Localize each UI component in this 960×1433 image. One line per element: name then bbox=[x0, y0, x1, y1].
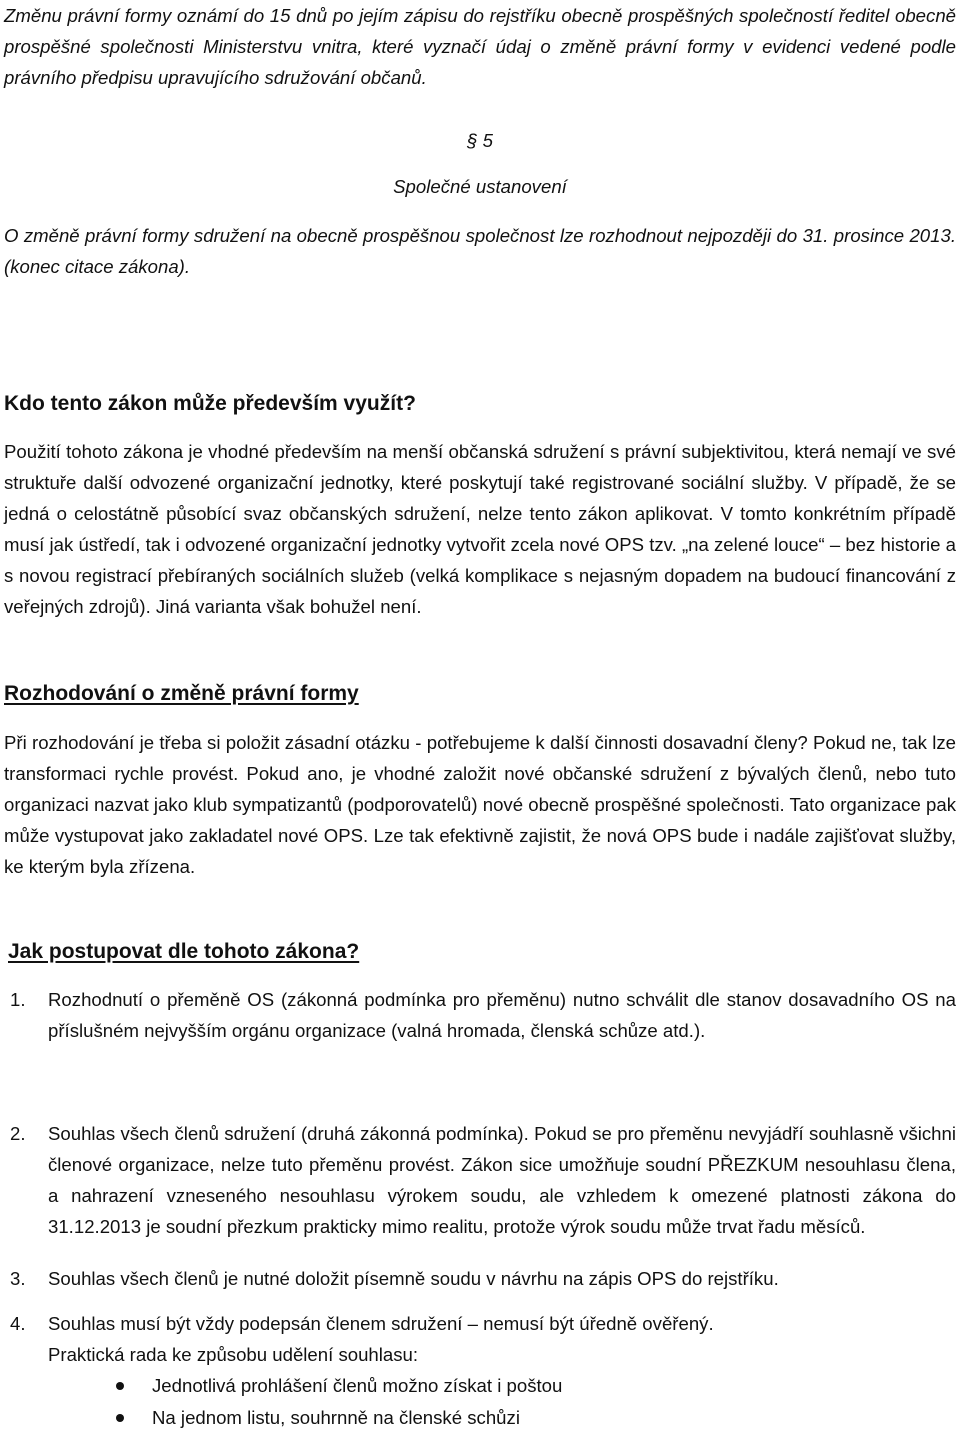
section-title: Společné ustanovení bbox=[393, 176, 567, 197]
list-number: 1. bbox=[10, 989, 26, 1010]
decision-paragraph: Při rozhodování je třeba si položit zásadní otázku - potřebujeme k další činnosti dosavadní členy? Pokud ne, tak lze transformaci rychle provést. Pokud ano, je vhodné založit nové občanské sdružení z bývalých členů, nebo tuto organizaci nazvat jako klub sympatizantů (podporovatelů) nové obecně prospěšné společnosti. Tato organizace pak může vystupovat jako zakladatel nové OPS. Lze tak efektivně zajistit, že nová OPS bude i nadále zajišťovat služby, ke kterým byla zřízena. bbox=[4, 732, 956, 877]
list-number: 4. bbox=[10, 1313, 26, 1334]
list-item bbox=[0, 1263, 960, 1295]
practical-advice-text: Praktická rada ke způsobu udělení souhlasu: bbox=[48, 1344, 419, 1365]
list-item bbox=[0, 1308, 960, 1372]
list-text: Rozhodnutí o přeměně OS (zákonná podmínka pro přeměnu) nutno schválit dle stanov dosavadního OS na příslušném nejvyšším orgánu organizace (valná hromada, členská schůze atd.). bbox=[48, 989, 956, 1041]
list-text: Souhlas všech členů sdružení (druhá zákonná podmínka). Pokud se pro přeměnu nevyjádří souhlasně všichni členové organizace, nelze tuto přeměnu provést. Zákon sice umožňuje soudní PŘEZKUM nesouhlasu člena, a nahrazení vzneseného nesouhlasu výrokem soudu, ale vzhledem k omezené platnosti zákona do 31.12.2013 je soudní přezkum prakticky mimo realitu, protože výrok soudu může trvat řadu měsíců. bbox=[48, 1123, 956, 1237]
list-item bbox=[0, 984, 960, 1080]
law-closing-paragraph: O změně právní formy sdružení na obecně prospěšnou společnost lze rozhodnout nejpozději do 31. prosince 2013. (konec citace zákona). bbox=[4, 225, 956, 277]
heading-decision: Rozhodování o změně právní formy bbox=[4, 682, 359, 705]
bullet-item bbox=[0, 1402, 960, 1433]
list-item bbox=[0, 1118, 960, 1278]
list-number: 3. bbox=[10, 1268, 26, 1289]
heading-who-can-use: Kdo tento zákon může především využít? bbox=[4, 392, 416, 415]
bullet-icon bbox=[116, 1382, 124, 1390]
heading-how-to-proceed: Jak postupovat dle tohoto zákona? bbox=[8, 940, 360, 963]
list-number: 2. bbox=[10, 1123, 26, 1144]
bullet-icon bbox=[116, 1414, 124, 1422]
who-can-use-paragraph: Použití tohoto zákona je vhodné především na menší občanská sdružení s právní subjektivitou, která nemají ve své struktuře další odvozené organizační jednotky, které poskytují také registrované sociální služby. V případě, že se jedná o celostátně působící svaz občanských sdružení, nelze tento zákon aplikovat. V tomto konkrétním případě musí jak ústředí, tak i odvozené organizační jednotky vytvořit zcela nové OPS tzv. „na zelené louce“ – bez historie a s novou registrací přebíraných sociálních služeb (velká komplikace s nejasným dopadem na budoucí financování z veřejných zdrojů). Jiná varianta však bohužel není. bbox=[4, 441, 956, 617]
bullet-text: Jednotlivá prohlášení členů možno získat i poštou bbox=[152, 1375, 563, 1396]
intro-paragraph: Změnu právní formy oznámí do 15 dnů po jejím zápisu do rejstříku obecně prospěšných společností ředitel obecně prospěšné společnosti Ministerstvu vnitra, které vyznačí údaj o změně právní formy v evidenci vedené podle právního předpisu upravujícího sdružování občanů. bbox=[4, 5, 956, 88]
section-number: § 5 bbox=[467, 130, 493, 151]
list-text: Souhlas všech členů je nutné doložit písemně soudu v návrhu na zápis OPS do rejstříku. bbox=[48, 1268, 779, 1289]
list-text: Souhlas musí být vždy podepsán členem sdružení – nemusí být úředně ověřený. bbox=[48, 1313, 714, 1334]
bullet-item bbox=[0, 1370, 960, 1401]
bullet-text: Na jednom listu, souhrnně na členské schůzi bbox=[152, 1407, 520, 1428]
